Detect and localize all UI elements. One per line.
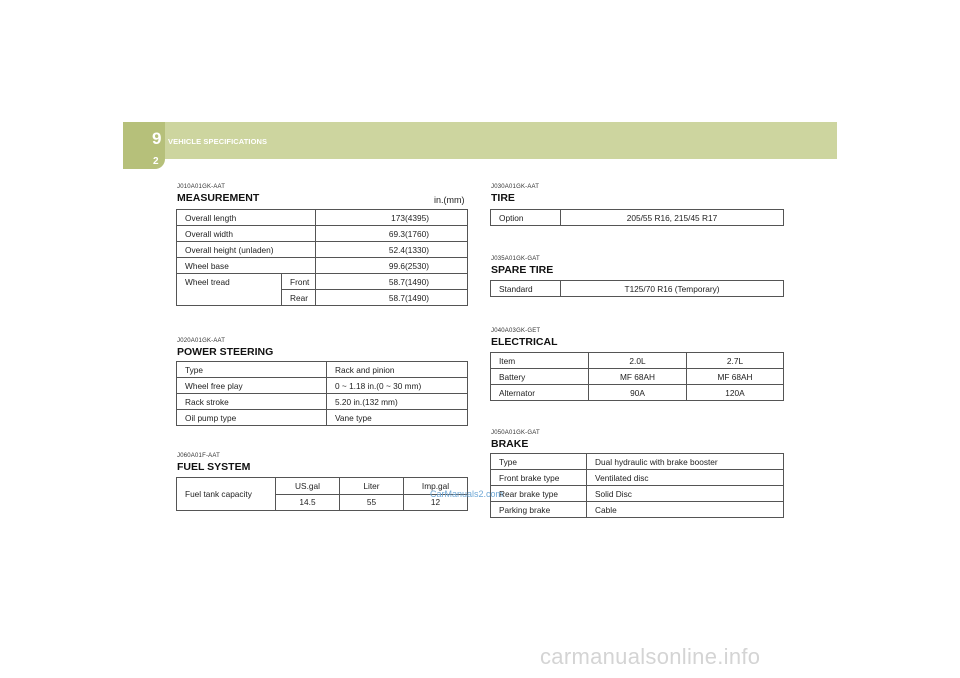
cell-value: 12: [404, 494, 468, 511]
fuel-system-table: [176, 477, 468, 511]
measurement-unit: in.(mm): [434, 195, 465, 205]
row-value: Dual hydraulic with brake booster: [587, 454, 784, 470]
column-header: US.gal: [276, 478, 340, 495]
table-row: [491, 210, 784, 226]
chapter-title: VEHICLE SPECIFICATIONS: [168, 137, 268, 146]
column-header: Liter: [340, 478, 404, 495]
electrical-table: [490, 352, 784, 401]
table-row: [491, 486, 784, 502]
table-row: [491, 281, 784, 297]
row-label: Option: [491, 210, 561, 226]
electrical-title: ELECTRICAL: [491, 336, 558, 348]
measurement-table: [176, 209, 468, 306]
row-label: Wheel tread: [177, 274, 282, 290]
row-value: Rack and pinion: [327, 362, 468, 378]
row-value: 99.6(2530): [316, 258, 468, 274]
row-label: Type: [177, 362, 327, 378]
power-steering-code: J020A01GK-AAT: [177, 338, 226, 344]
measurement-title: MEASUREMENT: [177, 192, 260, 204]
row-value: 173(4395): [316, 210, 468, 226]
front-value: 58.7(1490): [316, 274, 468, 290]
row-label: Battery: [491, 369, 589, 385]
cell-value: 55: [340, 494, 404, 511]
table-row: [491, 385, 784, 401]
row-value: T125/70 R16 (Temporary): [561, 281, 784, 297]
watermark-link[interactable]: CarManuals2.com: [430, 489, 504, 499]
row-label: Wheel base: [177, 258, 316, 274]
row-label: Rack stroke: [177, 394, 327, 410]
row-label: Fuel tank capacity: [177, 478, 276, 511]
column-header: 2.7L: [687, 353, 784, 369]
row-label: Rear brake type: [491, 486, 587, 502]
row-label: Wheel free play: [177, 378, 327, 394]
row-value: 0 ~ 1.18 in.(0 ~ 30 mm): [327, 378, 468, 394]
table-row: [177, 362, 468, 378]
table-row: [491, 369, 784, 385]
row-label: Oil pump type: [177, 410, 327, 426]
measurement-code: J010A01GK-AAT: [177, 184, 226, 190]
table-row: [491, 353, 784, 369]
spare-tire-table: [490, 280, 784, 297]
table-row: [491, 454, 784, 470]
table-row: [177, 226, 468, 242]
row-value: 52.4(1330): [316, 242, 468, 258]
row-value: Ventilated disc: [587, 470, 784, 486]
chapter-number: 9: [152, 129, 162, 148]
row-label: Standard: [491, 281, 561, 297]
row-label: Alternator: [491, 385, 589, 401]
row-label: Front brake type: [491, 470, 587, 486]
cell-value: 90A: [589, 385, 687, 401]
power-steering-title: POWER STEERING: [177, 346, 274, 358]
brake-table: [490, 453, 784, 518]
table-row: [177, 242, 468, 258]
table-row: [177, 274, 468, 290]
row-value: Solid Disc: [587, 486, 784, 502]
page-number: 2: [153, 156, 159, 167]
table-row: [177, 290, 468, 306]
row-label: Overall height (unladen): [177, 242, 316, 258]
brake-title: BRAKE: [491, 438, 529, 450]
cell-value: MF 68AH: [589, 369, 687, 385]
table-row: [177, 258, 468, 274]
spare-tire-code: J035A01GK-GAT: [491, 256, 540, 262]
row-value: Vane type: [327, 410, 468, 426]
rear-value: 58.7(1490): [316, 290, 468, 306]
column-header: Item: [491, 353, 589, 369]
fuel-system-code: J060A01F-AAT: [177, 453, 220, 459]
tire-title: TIRE: [491, 192, 515, 204]
row-value: 5.20 in.(132 mm): [327, 394, 468, 410]
rear-label: Rear: [282, 290, 316, 306]
fuel-system-title: FUEL SYSTEM: [177, 461, 251, 473]
table-row: [177, 210, 468, 226]
row-value: Cable: [587, 502, 784, 518]
table-row: [491, 470, 784, 486]
row-label: Overall length: [177, 210, 316, 226]
tire-code: J030A01GK-AAT: [491, 184, 540, 190]
cell-value: MF 68AH: [687, 369, 784, 385]
table-row: [177, 378, 468, 394]
power-steering-table: [176, 361, 468, 426]
table-row: [177, 410, 468, 426]
row-value: 69.3(1760): [316, 226, 468, 242]
cell-value: 14.5: [276, 494, 340, 511]
row-label: Type: [491, 454, 587, 470]
column-header: Imp.gal: [404, 478, 468, 495]
front-label: Front: [282, 274, 316, 290]
table-row: [177, 394, 468, 410]
footer-watermark: carmanualsonline.info: [540, 644, 761, 669]
column-header: 2.0L: [589, 353, 687, 369]
brake-code: J050A01GK-GAT: [491, 430, 540, 436]
electrical-code: J040A03GK-GET: [491, 328, 541, 334]
table-row: [177, 478, 468, 495]
row-value: 205/55 R16, 215/45 R17: [561, 210, 784, 226]
cell-value: 120A: [687, 385, 784, 401]
table-row: [491, 502, 784, 518]
row-label: Parking brake: [491, 502, 587, 518]
spare-tire-title: SPARE TIRE: [491, 264, 554, 276]
tire-table: [490, 209, 784, 226]
row-label: Overall width: [177, 226, 316, 242]
